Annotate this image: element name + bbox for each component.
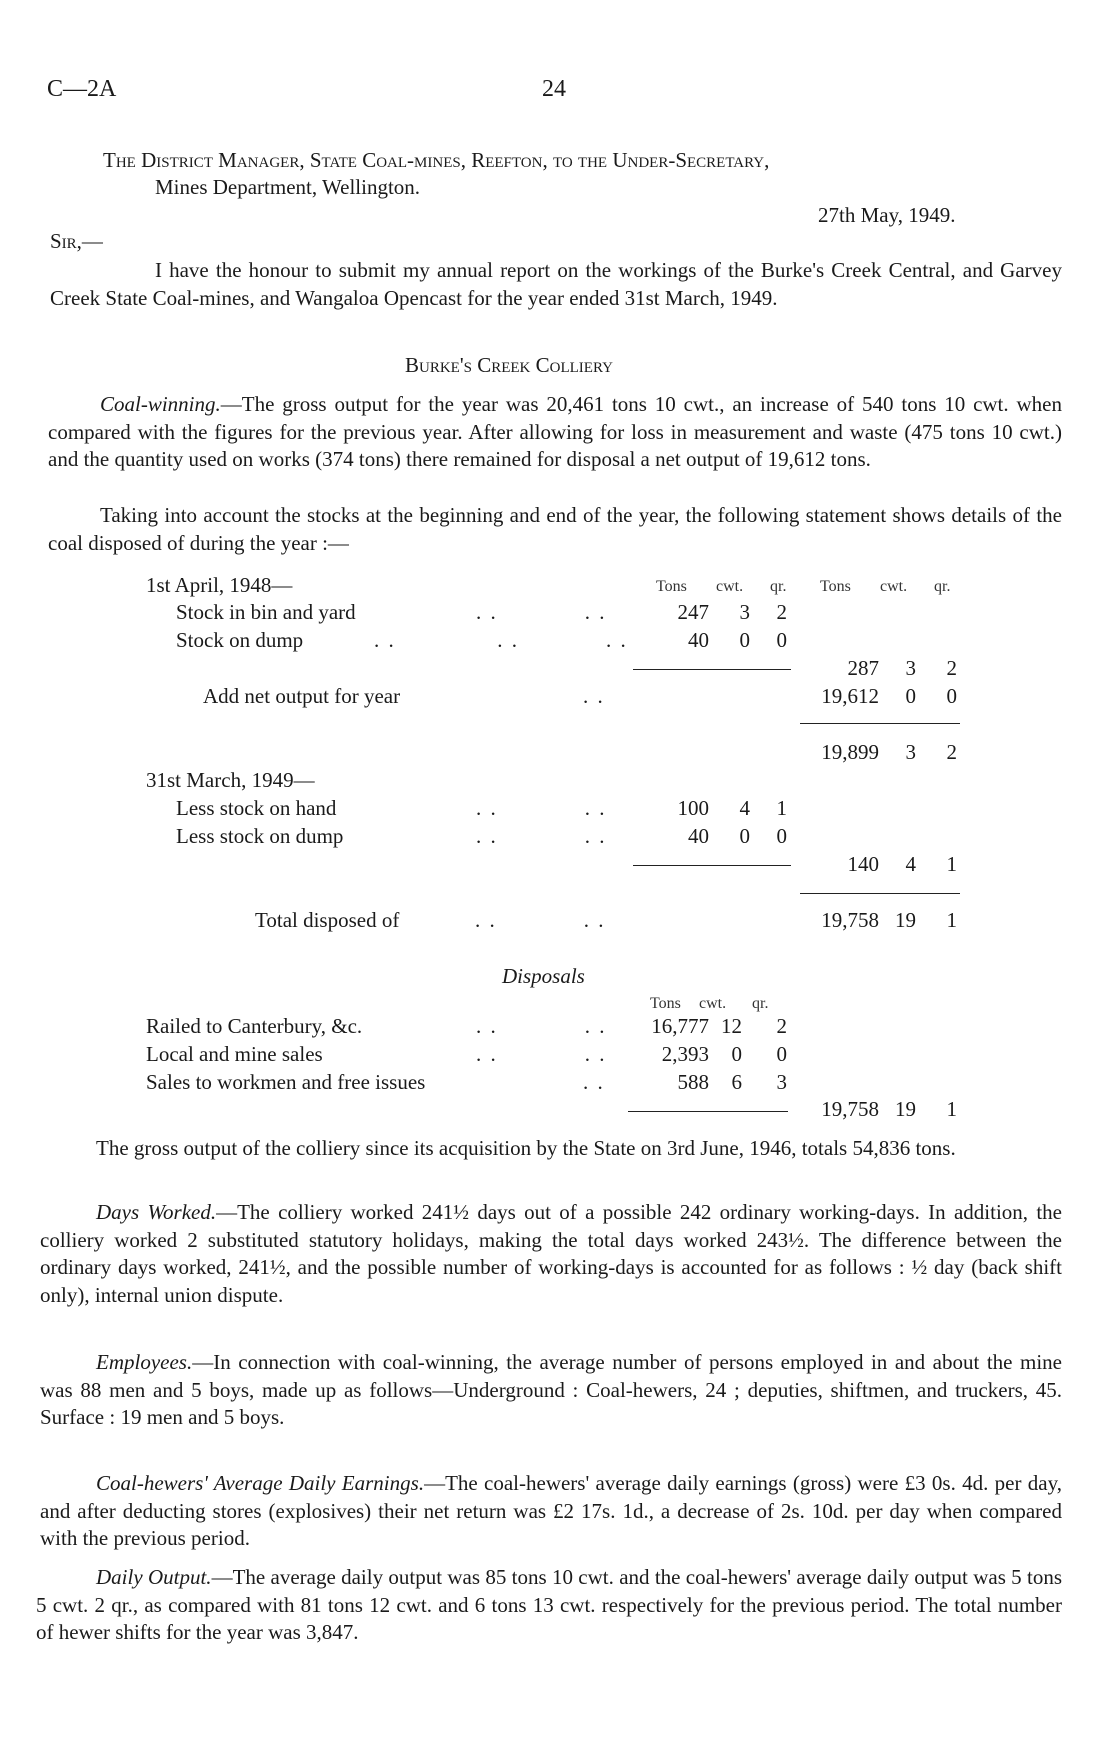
stock-col-tons-2: Tons <box>820 578 851 595</box>
leader-dots: . . <box>583 684 605 708</box>
disposal-row-label: Sales to workmen and free issues <box>146 1070 426 1094</box>
coal-winning-text-2: Taking into account the stocks at the beginning and end of the year, the following statement shows details of the coal disposed of during the year :— <box>48 503 1062 555</box>
stock-total-qr: 2 <box>946 740 957 764</box>
employees-paragraph <box>40 1349 1062 1432</box>
letter-date: 27th May, 1949. <box>818 203 956 227</box>
letter-from-line-1: The District Manager, State Coal-mines, Reefton, to the Under-Secretary, <box>103 148 770 172</box>
total-rule <box>800 723 960 724</box>
leader-dots: . . . . <box>476 1042 607 1066</box>
stock-subtotal-tons: 287 <box>847 656 879 680</box>
disposal-row-cwt: 0 <box>731 1042 742 1066</box>
coal-winning-paragraph-2 <box>48 502 1062 557</box>
gross-output-paragraph <box>40 1135 1062 1163</box>
coal-winning-heading: Coal-winning. <box>100 392 221 416</box>
days-worked-paragraph <box>40 1199 1062 1309</box>
letter-from-line-2: Mines Department, Wellington. <box>155 175 421 199</box>
stock-subtotal-qr: 2 <box>946 656 957 680</box>
earnings-text: —The coal-hewers' average daily earnings (gross) were £3 0s. 4d. per day, and after deducting stores (explosives) their net return was £2 17s. 1d., a decrease of 2s. 10d. per day when compared with the previous period. <box>40 1471 1063 1550</box>
gross-output-text: The gross output of the colliery since its acquisition by the State on 3rd June, 1946, totals 54,836 tons. <box>96 1136 956 1160</box>
page-number: 24 <box>542 76 566 102</box>
stock-row-cwt: 3 <box>739 600 750 624</box>
leader-dots: . . . . <box>476 1014 607 1038</box>
employees-text: —In connection with coal-winning, the average number of persons employed in and about the mine was 88 men and 5 boys, made up as follows—Underground : Coal-hewers, 24 ; deputies, shiftmen, and truckers, 45. Surface : 19 men and 5 boys. <box>40 1350 1062 1429</box>
disposals-total-qr: 1 <box>946 1097 957 1121</box>
earnings-heading: Coal-hewers' Average Daily Earnings. <box>96 1471 425 1495</box>
coal-winning-paragraph <box>48 391 1062 474</box>
leader-dots: . . . . <box>476 824 607 848</box>
stock-row-qr: 0 <box>776 824 787 848</box>
total-disposed-qr: 1 <box>946 908 957 932</box>
add-net-output-tons: 19,612 <box>821 684 879 708</box>
stock-group1-label: 1st April, 1948— <box>146 573 293 597</box>
section-title: Burke's Creek Colliery <box>405 353 613 377</box>
stock-row-tons: 40 <box>688 824 709 848</box>
daily-output-text: —The average daily output was 85 tons 10 cwt. and the coal-hewers' average daily output was 5 tons 5 cwt. 2 qr., as compared with 81 tons 12 cwt. and 6 tons 13 cwt. respectively for the previous period. The total number of hewer shifts for the year was 3,847. <box>36 1565 1062 1644</box>
disposal-row-cwt: 12 <box>721 1014 742 1038</box>
disposal-row-qr: 3 <box>776 1070 787 1094</box>
intro-text: I have the honour to submit my annual report on the workings of the Burke's Creek Central, and Garvey Creek State Coal-mines, and Wangaloa Opencast for the year ended 31st March, 1949. <box>50 258 1062 310</box>
leader-dots: . . . . <box>476 796 607 820</box>
disposal-row-label: Local and mine sales <box>146 1042 323 1066</box>
intro-paragraph <box>50 257 1062 312</box>
stock-subtotal-cwt: 3 <box>905 656 916 680</box>
stock-row-label: Stock on dump <box>176 628 304 652</box>
disposals-total-cwt: 19 <box>895 1097 916 1121</box>
disposals-total-tons: 19,758 <box>821 1097 879 1121</box>
stock-subtotal2-tons: 140 <box>847 852 879 876</box>
stock-row-qr: 1 <box>776 796 787 820</box>
days-worked-heading: Days Worked. <box>96 1200 217 1224</box>
stock-subtotal2-cwt: 4 <box>905 852 916 876</box>
disposal-row-cwt: 6 <box>731 1070 742 1094</box>
stock-total-cwt: 3 <box>905 740 916 764</box>
disposal-row-qr: 0 <box>776 1042 787 1066</box>
add-net-output-qr: 0 <box>946 684 957 708</box>
leader-dots: . . . . <box>476 600 607 624</box>
disposals-rule <box>628 1111 788 1112</box>
stock-row-cwt: 0 <box>739 628 750 652</box>
stock-row-qr: 2 <box>776 600 787 624</box>
stock-row-label: Less stock on hand <box>176 796 337 820</box>
stock-group2-label: 31st March, 1949— <box>146 768 315 792</box>
coal-winning-text: —The gross output for the year was 20,461 tons 10 cwt., an increase of 540 tons 10 cwt. when compared with the figures for the previous year. After allowing for loss in measurement and waste (475 tons 10 cwt.) and the quantity used on works (374 tons) there remained for disposal a net output of 19,612 tons. <box>48 392 1062 471</box>
stock-col-qr: qr. <box>770 578 787 595</box>
leader-dots: . . . . <box>475 908 606 932</box>
stock-row-tons: 247 <box>677 600 709 624</box>
stock-row-qr: 0 <box>776 628 787 652</box>
stock-row-cwt: 0 <box>739 824 750 848</box>
disposals-col-cwt: cwt. <box>699 995 727 1012</box>
stock-col-tons: Tons <box>656 578 687 595</box>
stock-row-label: Less stock on dump <box>176 824 344 848</box>
subtotal-rule <box>633 669 791 670</box>
earnings-paragraph <box>40 1470 1062 1553</box>
stock-row-label: Stock in bin and yard <box>176 600 356 624</box>
leader-dots: . . . . . . <box>374 628 628 652</box>
stock-total-tons: 19,899 <box>821 740 879 764</box>
stock-col-cwt: cwt. <box>716 578 744 595</box>
daily-output-paragraph <box>36 1564 1062 1647</box>
daily-output-heading: Daily Output. <box>96 1565 212 1589</box>
disposals-col-tons: Tons <box>650 995 681 1012</box>
stock-col-cwt-2: cwt. <box>880 578 908 595</box>
days-worked-text: —The colliery worked 241½ days out of a possible 242 ordinary working-days. In addition, the colliery worked 2 substituted statutory holidays, making the total days worked 243½. The difference between the ordinary days worked, 241½, and the possible number of working-days is accounted for as follows : ½ day (back shift only), internal union dispute. <box>40 1200 1062 1307</box>
salutation: Sir,— <box>50 229 103 253</box>
disposal-row-label: Railed to Canterbury, &c. <box>146 1014 363 1038</box>
disposals-col-qr: qr. <box>752 995 769 1012</box>
total-disposed-tons: 19,758 <box>821 908 879 932</box>
document-reference: C—2A <box>47 76 117 102</box>
total-rule <box>800 893 960 894</box>
stock-row-tons: 100 <box>677 796 709 820</box>
total-disposed-cwt: 19 <box>895 908 916 932</box>
disposal-row-qr: 2 <box>776 1014 787 1038</box>
disposal-row-tons: 2,393 <box>661 1042 709 1066</box>
disposal-row-tons: 588 <box>677 1070 709 1094</box>
stock-subtotal2-qr: 1 <box>946 852 957 876</box>
leader-dots: . . <box>583 1070 605 1094</box>
stock-row-cwt: 4 <box>739 796 750 820</box>
disposals-title: Disposals <box>502 964 585 988</box>
add-net-output-cwt: 0 <box>905 684 916 708</box>
employees-heading: Employees. <box>96 1350 193 1374</box>
stock-row-tons: 40 <box>688 628 709 652</box>
disposal-row-tons: 16,777 <box>651 1014 709 1038</box>
stock-col-qr-2: qr. <box>934 578 951 595</box>
subtotal-rule <box>633 865 791 866</box>
add-net-output-label: Add net output for year <box>203 684 401 708</box>
total-disposed-label: Total disposed of <box>255 908 400 932</box>
